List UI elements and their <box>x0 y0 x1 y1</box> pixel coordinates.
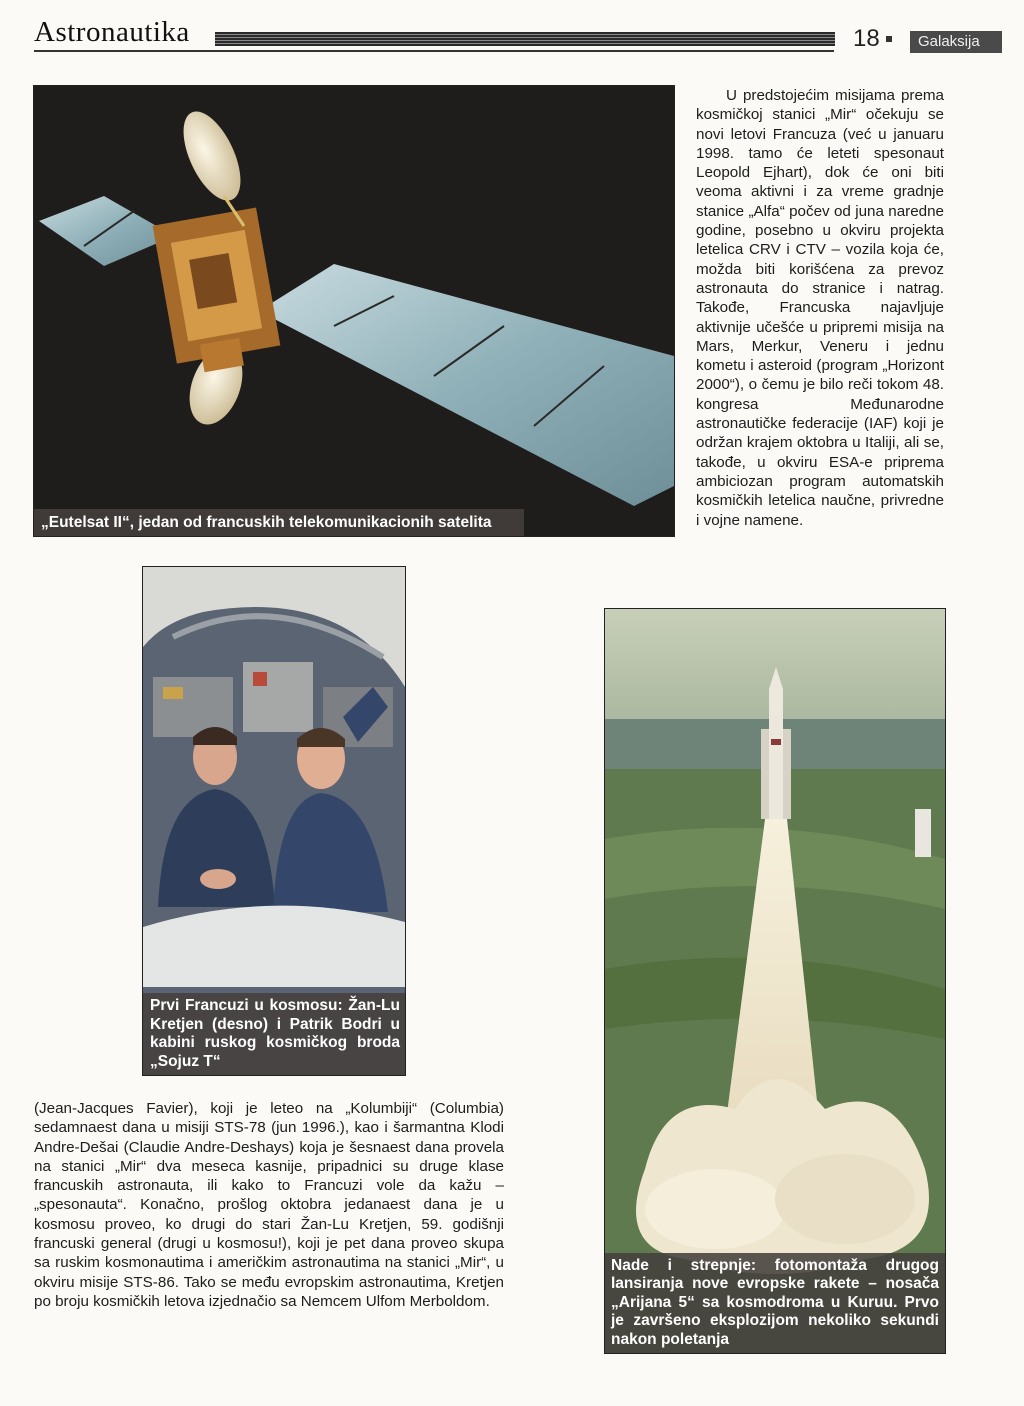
rocket-photo <box>604 608 946 1354</box>
article-text-right-column: U predstojećim misijama prema kosmičkoj stanici „Mir“ očekuju se novi letovi Francuza (već u januaru 1998. tamo će leteti spesonaut Leopold Ejhart), dok će oni biti veoma aktivni i za vreme gradnje stanice „Alfa“ počev od juna naredne godine, posebno u okviru projekta letelica CRV i CTV – vozila koja će, možda biti korišćena za prevoz astronauta do stranice i natrag. Takođe, Francuska najavljuje aktivnije učešće u pripremi misija na Mars, Merkur, Veneru i jednu kometu i asteroid (program „Horizont 2000“), o čemu je bilo reči tokom 48. kongresa Međunarodne astronautičke federacije (IAF) koji je održan krajem oktobra u Italiji, ali se, takođe, u okviru ESA-e priprema ambiciozan program automatskih kosmičkih letelica naučne, privredne i vojne namene. <box>696 87 944 529</box>
article-text-bottom-column: (Jean-Jacques Favier), koji je leteo na „Kolumbiji“ (Columbia) sedamnaest dana u misiji STS-78 (jun 1996.), kao i šarmantna Klodi Andre-Dešai (Claudie Andre-Deshays) koja je šesnaest dana provela na stanici „Mir“ dva meseca kasnije, pripadnici su druge klase francuskih astronauta, ili kako to Francuzi vole da kažu – „spesonauta“. Konačno, prošlog oktobra jedanaest dana je u kosmosu proveo, ko drugi do stari Žan-Lu Kretjen, 59. godišnji francuski general (drugi u kosmosu!), koji je pet dana proveo skupa sa ruskim kosmonautima i američkim astronautima na stanici „Mir“, u okviru misije STS-86. Tako se među evropskim astronautima, Kretjen po broju kosmičkih letova izjednačio sa Nemcem Ulfom Merboldom. <box>34 1100 504 1310</box>
header-underline <box>34 50 834 52</box>
page-number: 18 <box>853 25 880 52</box>
satellite-photo <box>33 85 675 537</box>
satellite-caption: „Eutelsat II“, jedan od francuskih telekomunikacionih satelita <box>34 509 524 536</box>
satellite-illustration <box>34 86 674 536</box>
magazine-badge: Galaksija <box>910 31 1002 53</box>
cosmonauts-caption: Prvi Francuzi u kosmosu: Žan-Lu Kretjen (desno) i Patrik Bodri u kabini ruskog kosmičkog broda „Sojuz T“ <box>143 993 405 1075</box>
header-rule <box>215 32 835 46</box>
cosmonauts-photo <box>142 566 406 1076</box>
rocket-caption: Nade i strepnje: fotomontaža drugog lansiranja nove evropske rakete – nosača „Arijana 5“ sa kosmodroma u Kuruu. Prvo je završeno eksplozijom nekoliko sekundi nakon poletanja <box>605 1253 945 1354</box>
bullet-separator <box>886 36 892 42</box>
section-title: Astronautika <box>34 16 190 48</box>
rocket-illustration <box>605 609 945 1353</box>
